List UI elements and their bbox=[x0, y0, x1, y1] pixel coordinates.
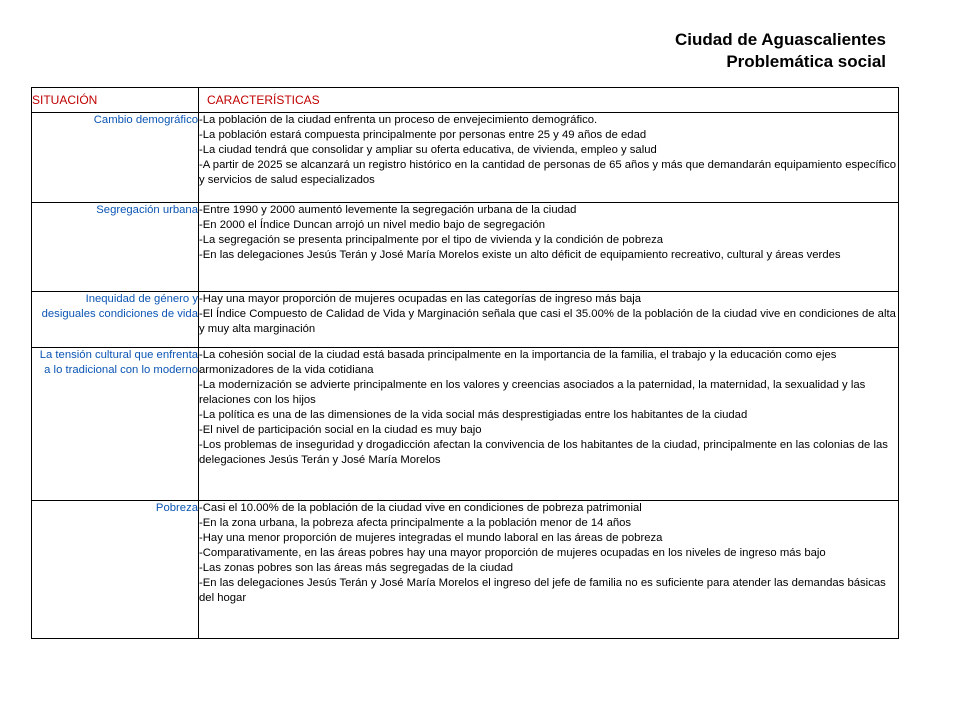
caracteristica-line: -A partir de 2025 se alcanzará un registro histórico en la cantidad de personas de 65 años y más que demandarán equipamiento específico y servicios de salud especializados bbox=[199, 159, 897, 186]
caracteristica-line: -La población estará compuesta principalmente por personas entre 25 y 49 años de edad bbox=[199, 129, 647, 141]
caracteristica-line: -En 2000 el Índice Duncan arrojó un nivel medio bajo de segregación bbox=[199, 219, 546, 231]
caracteristica-line: -En la zona urbana, la pobreza afecta principalmente a la población menor de 14 años bbox=[199, 517, 632, 529]
caracteristica-line: -Comparativamente, en las áreas pobres hay una mayor proporción de mujeres ocupadas en los niveles de ingreso más bajo bbox=[199, 547, 826, 559]
caracteristica-line: -Casi el 10.00% de la población de la ciudad vive en condiciones de pobreza patrimonial bbox=[199, 502, 642, 514]
table-row bbox=[32, 501, 899, 639]
situacion-cell: La tensión cultural que enfrenta a lo tradicional con lo moderno bbox=[32, 348, 199, 501]
caracteristica-line: -En las delegaciones Jesús Terán y José María Morelos el ingreso del jefe de familia no es suficiente para atender las demandas básicas del hogar bbox=[199, 577, 886, 604]
caracteristicas-cell bbox=[199, 348, 899, 501]
caracteristica-line: -En las delegaciones Jesús Terán y José María Morelos existe un alto déficit de equipamiento recreativo, cultural y áreas verdes bbox=[199, 249, 841, 261]
caracteristicas-cell bbox=[199, 292, 899, 348]
caracteristica-line: -La ciudad tendrá que consolidar y ampliar su oferta educativa, de vivienda, empleo y salud bbox=[199, 144, 657, 156]
caracteristica-line: -Hay una mayor proporción de mujeres ocupadas en las categorías de ingreso más baja bbox=[199, 293, 642, 305]
caracteristicas-cell bbox=[199, 203, 899, 292]
caracteristica-line: -La cohesión social de la ciudad está basada principalmente en la importancia de la familia, el trabajo y la educación como ejes armonizadores de la vida cotidiana bbox=[199, 349, 837, 376]
table-row bbox=[32, 203, 899, 292]
table-row bbox=[32, 113, 899, 203]
caracteristica-line: -La segregación se presenta principalmente por el tipo de vivienda y la condición de pobreza bbox=[199, 234, 664, 246]
table-row bbox=[32, 292, 899, 348]
col-header-situacion: SITUACIÓN bbox=[32, 88, 199, 113]
situacion-cell: Inequidad de género y desiguales condiciones de vida bbox=[32, 292, 199, 348]
caracteristica-line: -Los problemas de inseguridad y drogadicción afectan la convivencia de los habitantes de la ciudad, principalmente en las colonias de las delegaciones Jesús Terán y José María Morelos bbox=[199, 439, 888, 466]
caracteristica-line: -Hay una menor proporción de mujeres integradas el mundo laboral en las áreas de pobreza bbox=[199, 532, 663, 544]
situacion-cell: Pobreza bbox=[32, 501, 199, 639]
table-row bbox=[32, 348, 899, 501]
situacion-cell: Cambio demográfico bbox=[32, 113, 199, 203]
title-block bbox=[675, 29, 886, 73]
col-header-caracteristicas: CARACTERÍSTICAS bbox=[199, 88, 899, 113]
page-subtitle: Problemática social bbox=[726, 52, 886, 71]
caracteristicas-cell bbox=[199, 501, 899, 639]
table-header-row bbox=[32, 88, 899, 113]
caracteristica-line: -El nivel de participación social en la ciudad es muy bajo bbox=[199, 424, 482, 436]
caracteristica-line: -Las zonas pobres son las áreas más segregadas de la ciudad bbox=[199, 562, 513, 574]
caracteristicas-cell bbox=[199, 113, 899, 203]
caracteristica-line: -La modernización se advierte principalmente en los valores y creencias asociados a la paternidad, la maternidad, la sexualidad y las relaciones con los hijos bbox=[199, 379, 866, 406]
page-title: Ciudad de Aguascalientes bbox=[675, 30, 886, 49]
problem-table bbox=[31, 87, 899, 639]
caracteristica-line: -El Índice Compuesto de Calidad de Vida y Marginación señala que casi el 35.00% de la población de la ciudad vive en condiciones de alta y muy alta marginación bbox=[199, 308, 896, 335]
caracteristica-line: -La población de la ciudad enfrenta un proceso de envejecimiento demográfico. bbox=[199, 114, 598, 126]
caracteristica-line: -Entre 1990 y 2000 aumentó levemente la segregación urbana de la ciudad bbox=[199, 204, 577, 216]
caracteristica-line: -La política es una de las dimensiones de la vida social más desprestigiadas entre los habitantes de la ciudad bbox=[199, 409, 748, 421]
situacion-cell: Segregación urbana bbox=[32, 203, 199, 292]
